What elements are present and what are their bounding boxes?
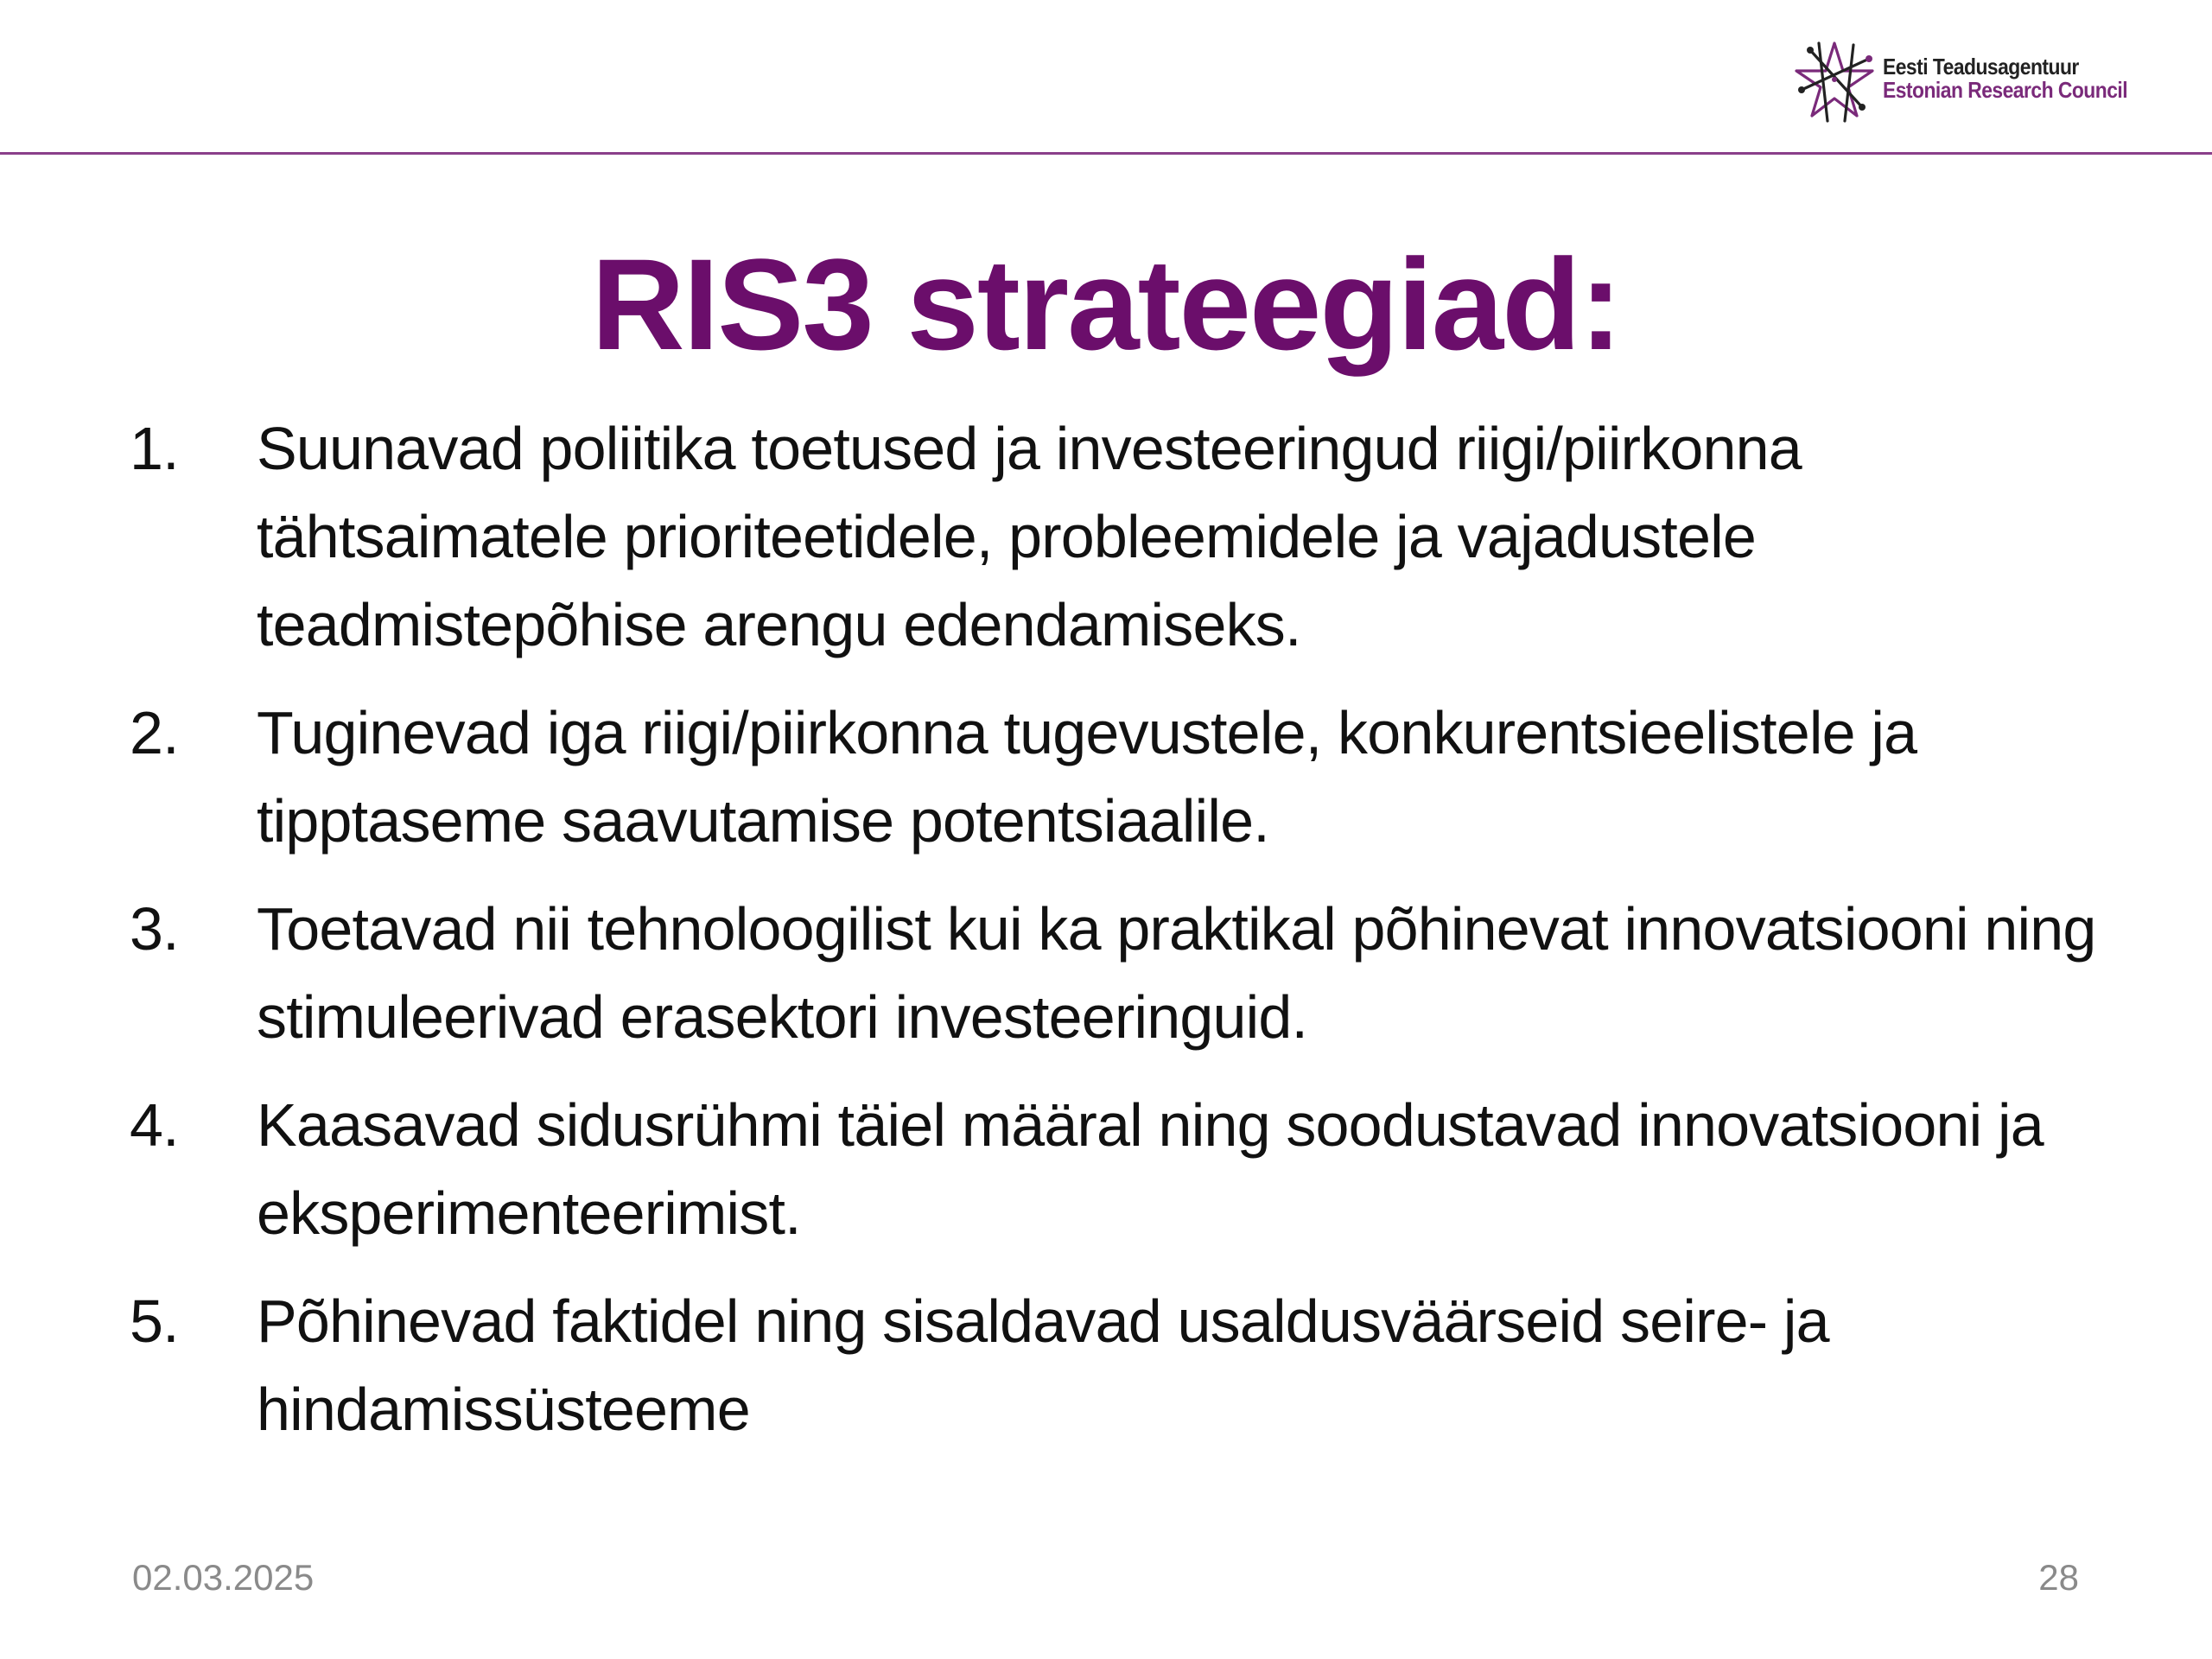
star-logo-icon [1793, 38, 1879, 124]
logo-text [1883, 55, 2177, 102]
list-item-number: 5. [130, 1287, 179, 1355]
list-item [130, 689, 2117, 865]
strategy-list [130, 404, 2117, 1473]
slide-header [0, 0, 2212, 152]
list-item-text: Suunavad poliitika toetused ja investeeringud riigi/piirkonna tähtsaimatele prioriteetidele, probleemidele ja vajadustele teadmistepõhise arengu edendamiseks. [257, 415, 1802, 658]
list-item [130, 1277, 2117, 1453]
list-item [130, 885, 2117, 1061]
list-item [130, 404, 2117, 669]
list-item-number: 1. [130, 415, 179, 482]
list-item-number: 2. [130, 699, 179, 766]
list-item-number: 4. [130, 1091, 179, 1159]
list-item-text: Kaasavad sidusrühmi täiel määral ning soodustavad innovatsiooni ja eksperimenteerimist. [257, 1091, 2044, 1247]
logo-text-english: Estonian Research Council [1883, 77, 2128, 103]
header-divider [0, 152, 2212, 155]
list-item-text: Tuginevad iga riigi/piirkonna tugevustele, konkurentsieelistele ja tipptaseme saavutamise potentsiaalile. [257, 699, 1917, 855]
organization-logo [1793, 38, 2173, 124]
slide-date: 02.03.2025 [132, 1557, 315, 1598]
logo-text-estonian: Eesti Teadusagentuur [1883, 54, 2079, 79]
slide-title: RIS3 strateegiad: [591, 232, 1621, 377]
list-item-text: Põhinevad faktidel ning sisaldavad usaldusväärseid seire- ja hindamissüsteeme [257, 1287, 1829, 1443]
list-item-number: 3. [130, 895, 179, 963]
slide-page-number: 28 [2038, 1557, 2079, 1598]
list-item [130, 1081, 2117, 1257]
list-item-text: Toetavad nii tehnoloogilist kui ka praktikal põhinevat innovatsiooni ning stimuleerivad erasektori investeeringuid. [257, 895, 2096, 1051]
